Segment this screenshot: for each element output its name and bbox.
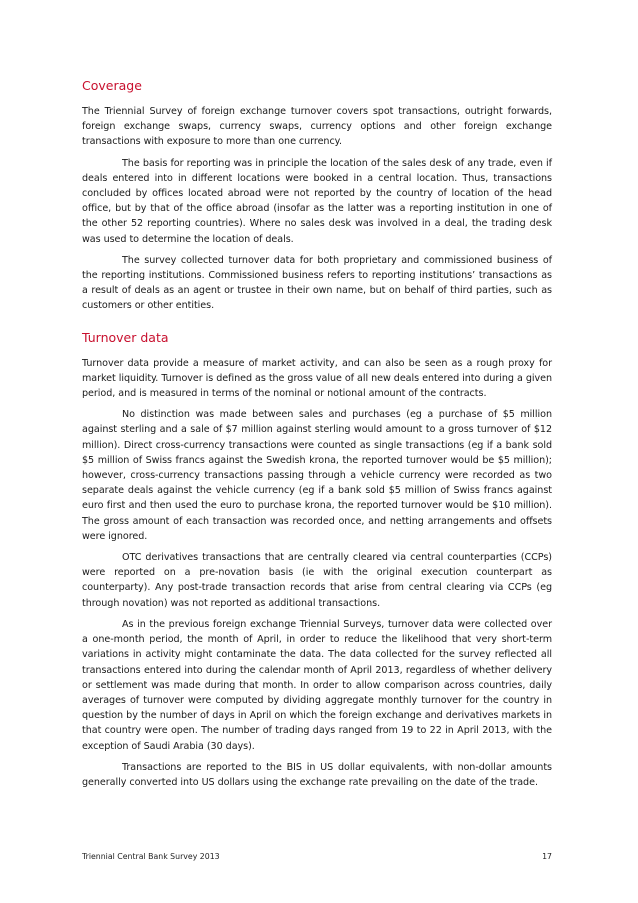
footer-title: Triennial Central Bank Survey 2013 xyxy=(82,852,220,861)
paragraph: The Triennial Survey of foreign exchange turnover covers spot transactions, outright forwards, foreign exchange swaps, currency swaps, currency options and other foreign exchange transactions with exposure to more than one currency. xyxy=(82,106,552,148)
page-footer xyxy=(82,852,552,861)
paragraph: Transactions are reported to the BIS in US dollar equivalents, with non-dollar amounts generally converted into US dollars using the exchange rate prevailing on the date of the trade. xyxy=(82,761,552,788)
paragraph: As in the previous foreign exchange Triennial Surveys, turnover data were collected over a one-month period, the month of April, in order to reduce the likelihood that very short-term variations in activity might contaminate the data. The data collected for the survey reflected all transactions entered into during the calendar month of April 2013, regardless of whether delivery or settlement was made during that month. In order to allow comparison across countries, daily averages of turnover were computed by dividing aggregate monthly turnover for the country in question by the number of days in April on which the foreign exchange and derivatives markets in that country were open. The number of trading days ranged from 19 to 22 in April 2013, with the exception of Saudi Arabia (30 days). xyxy=(82,618,552,752)
page-number: 17 xyxy=(542,852,552,861)
section-title-turnover-data: Turnover data xyxy=(82,329,169,345)
paragraph: OTC derivatives transactions that are centrally cleared via central counterparties (CCPs) were reported on a pre-novation basis (ie with the original execution counterpart as counterparty). Any post-trade transaction records that arise from central clearing via CCPs (eg through novation) was not reported as additional transactions. xyxy=(82,552,552,609)
paragraph: Turnover data provide a measure of market activity, and can also be seen as a rough proxy for market liquidity. Turnover is defined as the gross value of all new deals entered into during a given period, and is measured in terms of the nominal or notional amount of the contracts. xyxy=(82,357,552,400)
page-body xyxy=(82,72,552,796)
paragraph: No distinction was made between sales and purchases (eg a purchase of $5 million against sterling and a sale of $7 million against sterling would amount to a gross turnover of $12 million). Direct cross-currency transactions were counted as single transactions (eg if a bank sold $5 million of Swiss francs against the Swedish krona, the reported turnover would be $5 million); however, cross-currency transactions passing through a vehicle currency were recorded as two separate deals against the vehicle currency (eg if a bank sold $5 million of Swiss francs against euro first and then used the euro to purchase krona, the reported turnover would be $10 million). The gross amount of each transaction was recorded once, and netting arrangements and offsets were ignored. xyxy=(82,409,552,542)
paragraph: The basis for reporting was in principle the location of the sales desk of any trade, even if deals entered into in different locations were booked in a central location. Thus, transactions concluded by offices located abroad were not reported by the country of location of the head office, but by that of the office abroad (insofar as the latter was a reporting institution in one of the other 52 reporting countries). Where no sales desk was involved in a deal, the trading desk was used to determine the location of deals. xyxy=(82,157,552,245)
section-title-coverage: Coverage xyxy=(82,78,142,93)
paragraph: The survey collected turnover data for both proprietary and commissioned business of the reporting institutions. Commissioned business refers to reporting institutions’ transactions as a result of deals as an agent or trustee in their own name, but on behalf of third parties, such as customers or other entities. xyxy=(82,254,552,312)
